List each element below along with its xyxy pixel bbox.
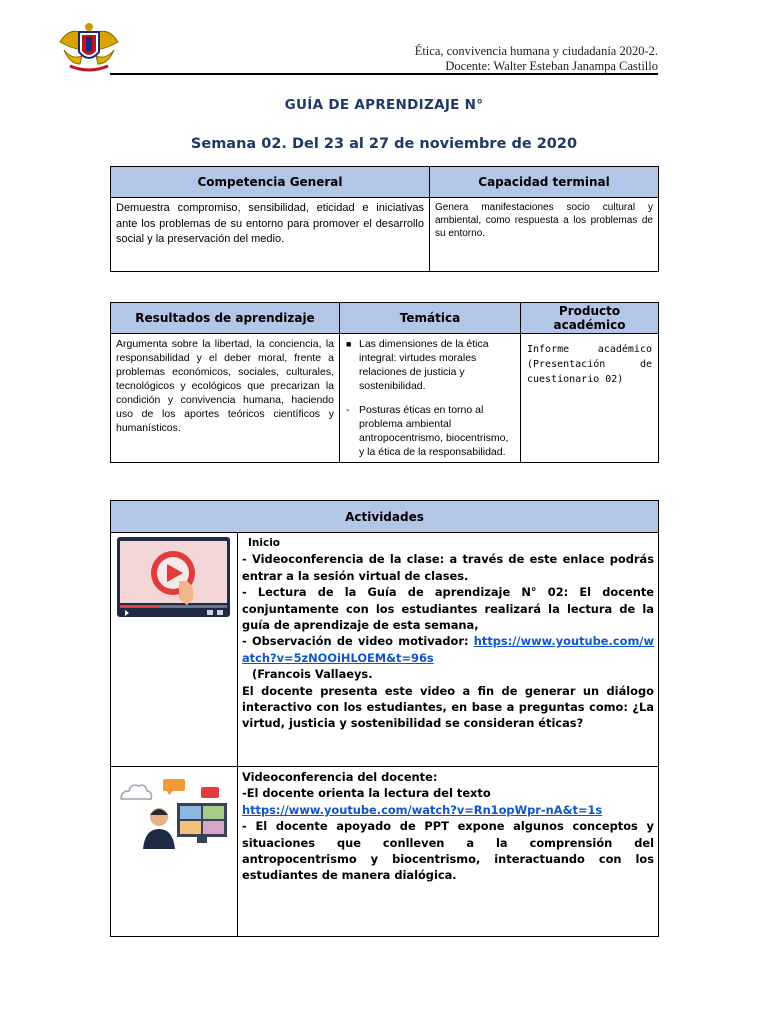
docente-title: Videoconferencia del docente: (242, 770, 438, 784)
video-credit: (Francois Vallaeys. (252, 667, 373, 682)
page-subtitle: Semana 02. Del 23 al 27 de noviembre de 2020 (190, 136, 578, 152)
inicio-label: Inicio (248, 537, 281, 549)
page-title: GUÍA DE APRENDIZAJE N° (284, 97, 484, 113)
header-producto: Producto académico (521, 303, 659, 334)
tematica-list (345, 337, 515, 459)
reading-video-link[interactable]: https://www.youtube.com/watch?v=Rn1opWpr-nA&t=1s (242, 802, 603, 817)
header-divider (110, 73, 658, 75)
capacidad-text: Genera manifestaciones socio cultural y ambiental, como respuesta a los problemas de su entorno. (430, 198, 659, 272)
header-actividades: Actividades (111, 501, 659, 533)
course-name: Ética, convivencia humana y ciudadanía 2020-2. (414, 44, 658, 58)
video-image-cell (111, 533, 238, 767)
producto-text: Informe académico (Presentación de cuestionario 02) (521, 334, 659, 463)
header-resultados: Resultados de aprendizaje (111, 303, 340, 334)
dash-bullet-icon: - (346, 404, 350, 416)
video-player-icon (117, 537, 230, 617)
header-competencia: Competencia General (111, 167, 430, 198)
list-item: ■ Las dimensiones de la ética integral: virtudes morales relaciones de justicia y sostenibilidad. (346, 338, 489, 392)
document-header (415, 44, 658, 74)
resultados-table (110, 302, 659, 463)
square-bullet-icon: ■ (346, 339, 352, 349)
teacher-name: Docente: Walter Esteban Janampa Castillo (445, 59, 658, 73)
activity-docente-cell (238, 767, 659, 937)
activity-line (242, 802, 654, 818)
activity-line: - El docente apoyado de PPT expone algunos conceptos y situaciones que conlleven a la comprensión del antropocentrismo y biocentrismo, interactuando con los estudiantes de manera dialógica. (242, 819, 654, 883)
tematica-cell (340, 334, 521, 463)
list-item: - Posturas éticas en torno al problema ambiental antropocentrismo, biocentrismo, y la ética de la responsabilidad. (346, 404, 509, 458)
activity-line: -El docente orienta la lectura del texto (242, 786, 491, 801)
header-capacidad: Capacidad terminal (430, 167, 659, 198)
activity-line: El docente presenta este video a fin de generar un diálogo interactivo con los estudiantes, en base a preguntas como: ¿La virtud, justicia y sostenibilidad se consideran éticas? (242, 683, 654, 731)
activity-line: - Videoconferencia de la clase: a través de este enlace podrás entrar a la sesión virtual de clases. (242, 552, 654, 583)
competencia-text: Demuestra compromiso, sensibilidad, eticidad e iniciativas ante los problemas de su entorno para promover el desarrollo social y la preservación del medio. (111, 198, 430, 272)
university-crest-icon (56, 20, 122, 74)
activity-line: - Lectura de la Guía de aprendizaje N° 02: El docente conjuntamente con los estudiantes realizará la lectura de la guía de aprendizaje de esta semana, (242, 585, 654, 633)
activity-line: - Observación de video motivador: https://www.youtube.com/watch?v=5zNOOiHLOEM&t=96s (242, 634, 654, 665)
competencia-table (110, 166, 659, 272)
activity-inicio-cell (238, 533, 659, 767)
videoconference-icon (117, 777, 230, 849)
resultados-text: Argumenta sobre la libertad, la conciencia, la responsabilidad y el deber moral, frente a problemas económicos, sociales, culturales, tecnológicos y ecológicos que precarizan la condición y convivencia humana, haciendo uso de los aportes teóricos científicos y humanísticos. (111, 334, 340, 463)
actividades-table (110, 500, 659, 937)
conference-image-cell (111, 767, 238, 937)
motivational-video-link[interactable]: https://www.youtube.com/watch?v=5zNOOiHLOEM&t=96s (242, 634, 654, 665)
header-tematica: Temática (340, 303, 521, 334)
